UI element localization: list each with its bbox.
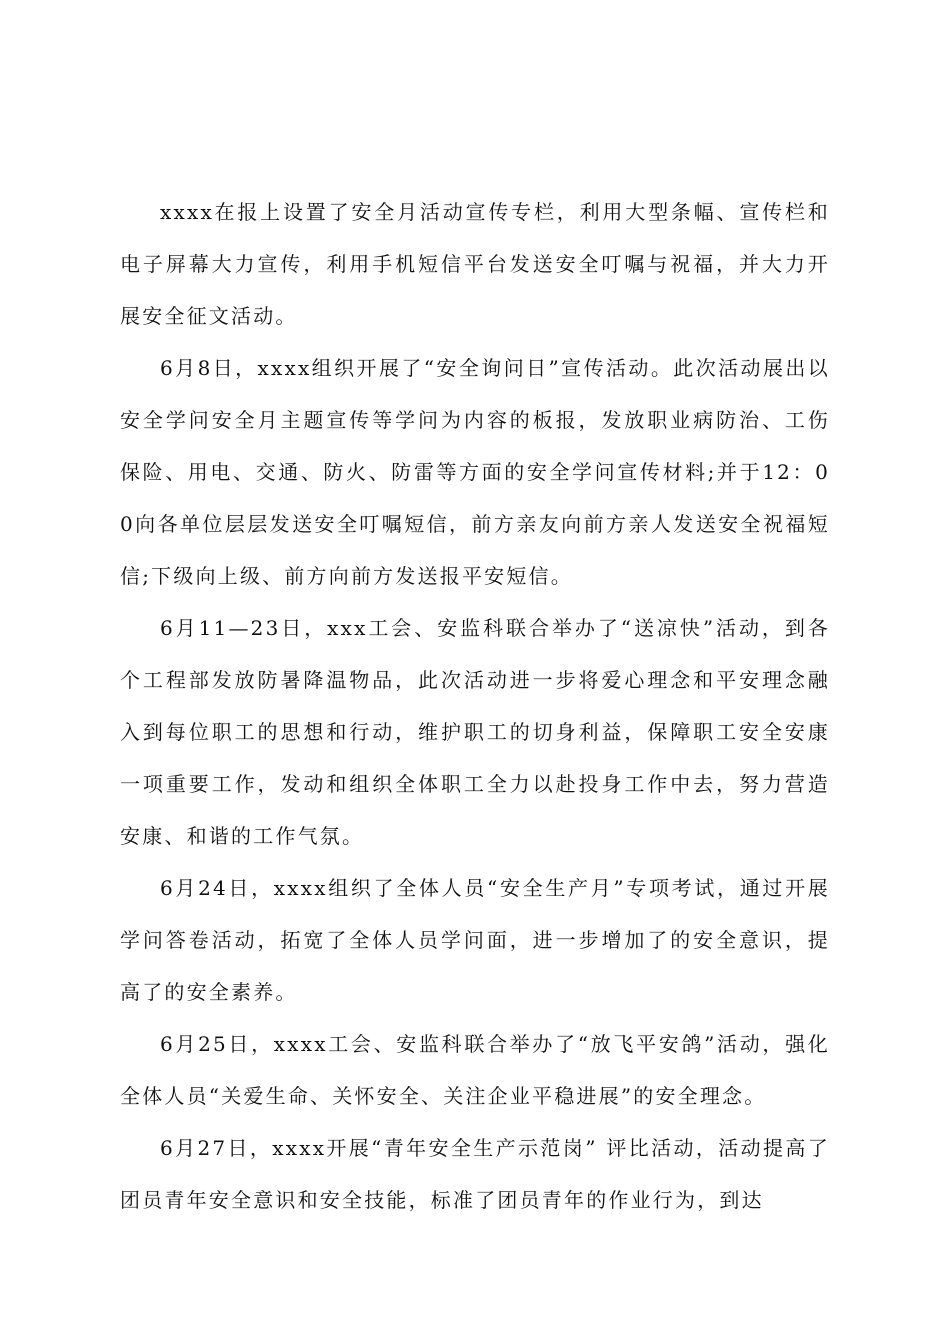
paragraph-june-24: 6月24日，xxxx组织了全体人员“安全生产月”专项考试，通过开展学问答卷活动，拓宽了全体人员学问面，进一步增加了的安全意识，提高了的安全素养。 (120, 876, 830, 1004)
paragraph-june-8: 6月8日，xxxx组织开展了“安全询问日”宣传活动。此次活动展出以安全学问安全月主题宣传等学问为内容的板报，发放职业病防治、工伤保险、用电、交通、防火、防雷等方面的安全学问宣传材料;并于12：00向各单位层层发送安全叮嘱短信，前方亲友向前方亲人发送安全祝福短信;下级向上级、前方向前方发送报平安短信。 (120, 356, 830, 588)
paragraph-june-11-23: 6月11—23日，xxx工会、安监科联合举办了“送凉快”活动，到各个工程部发放防暑降温物品，此次活动进一步将爱心理念和平安理念融入到每位职工的思想和行动，维护职工的切身利益，保障职工安全安康一项重要工作，发动和组织全体职工全力以赴投身工作中去，努力营造安康、和谐的工作气氛。 (120, 616, 830, 848)
paragraph-june-25: 6月25日，xxxx工会、安监科联合举办了“放飞平安鸽”活动，强化全体人员“关爱生命、关怀安全、关注企业平稳进展”的安全理念。 (120, 1032, 830, 1108)
paragraph-safety-month-column: xxxx在报上设置了安全月活动宣传专栏，利用大型条幅、宣传栏和电子屏幕大力宣传，利用手机短信平台发送安全叮嘱与祝福，并大力开展安全征文活动。 (120, 200, 830, 328)
paragraph-june-27: 6月27日，xxxx开展“青年安全生产示范岗” 评比活动，活动提高了团员青年安全意识和安全技能，标准了团员青年的作业行为，到达 (120, 1136, 830, 1212)
document-body (120, 186, 830, 1226)
